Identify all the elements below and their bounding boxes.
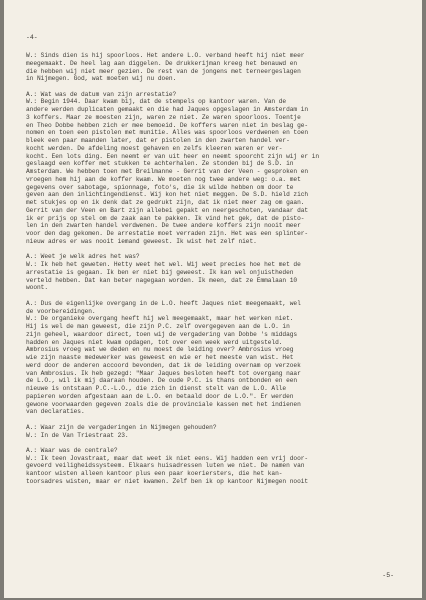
paragraph-block <box>26 300 406 416</box>
text-line: kocht. Een lots ding. Een neemt er van uit heer en neemt spoorcht zijn wij er in <box>26 152 320 160</box>
text-line: van Ambrosius. Ik heb gezegd: "Maar Jaques besloten heeft tot overgang naar <box>26 369 301 377</box>
text-line: nieuwe is ontstaan P.C.-L.O., die zich in dienst stelt van de L.O. Alle <box>26 385 287 393</box>
text-line: nieuw adres er was nooit iemand geweest. Ik wist het zelf niet. <box>26 237 257 245</box>
text-line: geslaagd een koffer met stukken te achterhalen. Ze stonden bij de S.D. in <box>26 160 294 168</box>
text-line: werd door de anderen accoord bevonden, dat ik de leiding overnam op verzoek <box>26 361 301 369</box>
text-line: Hij is wel de man geweest, die zijn P.C. zelf overgegeven aan de L.O. in <box>26 323 290 331</box>
text-line: hadden en Jaques niet kwam opdagen, tot over een week werd uitgesteld. <box>26 338 283 346</box>
text-line: W.: Ik teen Jovastraat, maar dat weet ik niet eens. Wij hadden een vrij door- <box>26 454 309 462</box>
text-line: 3 koffers. Maar ze moesten zijn, waren ze niet. Ze waren spoorloos. Toentje <box>26 113 301 121</box>
typewritten-page <box>4 0 422 598</box>
text-line: W.: Begin 1944. Daar kwam bij, dat de stempels op kantoor waren. Van de <box>26 98 287 106</box>
text-line: van declaraties. <box>26 408 85 416</box>
text-line: W.: Sinds dien is hij spoorloos. Het andere L.O. verband heeft hij niet meer <box>26 52 305 59</box>
text-line: vroegen hem hij aan de koffer kwam. We moeten nog twee andere weg: o.a. met <box>26 175 301 183</box>
text-line: W.: Ik heb het geweten. Hetty weet het wel. Wij weet precies hoe het met de <box>26 261 301 269</box>
paragraph-block <box>26 91 406 246</box>
text-line: gewone voorwaarden gegeven zoals die de provinciale kassen met het indienen <box>26 400 301 408</box>
page-number: -4- <box>26 34 38 41</box>
text-line: de L.O., wil ik mij daaraan houden. De oude P.C. is thans ontbonden en een <box>26 377 298 385</box>
text-line: met stukjes op en ik denk dat ze gedrukt zijn, dat ik niet meer zag om gaan. <box>26 199 305 207</box>
text-line: Amsterdam. We hebben toen met Breilmanne - Gerrit van der Veen - gesproken en <box>26 168 309 176</box>
text-line: kantoor wisten alleen kantoor plus een paar koeriersters, die het kan- <box>26 470 283 478</box>
text-line: W.: In de Van Triestraat 23. <box>26 431 129 439</box>
paragraph-block <box>26 447 406 486</box>
text-line: Ambrosius vroeg wat we deden en nu moest de leiding over? Ambrosius vroeg <box>26 346 294 354</box>
text-line: gevoerd veiligheidssysteem. Elkaars huisadressen luten we niet. De namen van <box>26 462 305 470</box>
text-line: gegevens over sabotage, spionnage, foto's, die ik wilde hebben om door te <box>26 183 294 191</box>
next-page-marker: -5- <box>382 572 394 579</box>
text-line: A.: Waar was de centrale? <box>26 446 118 454</box>
text-line: papieren worden afgestaan aan de L.O. en betaald door de L.O.". Er werden <box>26 392 294 400</box>
text-line: A.: Waar zijn de vergaderingen in Nijmegen gehouden? <box>26 423 217 431</box>
text-line: wie zijn naaste medewerker was geweest en wie er het meeste van wist. Het <box>26 354 294 362</box>
text-line: W.: De organieke overgang heeft hij wel meegemaakt, maar het werken niet. <box>26 315 294 323</box>
text-line: nomen en toen een pistolen met munitie. Alles was spoorloos verdwenen en toen <box>26 129 309 137</box>
paragraph-block <box>26 52 406 83</box>
paragraph-block <box>26 424 406 440</box>
text-line: zijn geheel, waardoor direct, toen wij de vergadering van Dobbe 's middags <box>26 330 298 338</box>
text-line: Gerrit van der Veen en Bart zijn allebei gepakt en neergeschoten, vandaar dat <box>26 206 309 214</box>
text-line: geven aan den inlichtingendienst. Wij kon het niet meggen. De S.D. hield zich <box>26 191 309 199</box>
text-line: len in den zwarten handel verdwenen. De twee andere koffers zijn nooit meer <box>26 222 301 230</box>
text-line: en Theo Dobbe hebben zich er mee bemoeid. De koffers waren niet in beslag ge- <box>26 121 309 129</box>
text-line: bleek een paar maanden later, dat er pistolen in den zwarten handel ver- <box>26 137 290 145</box>
paragraph-block <box>26 253 406 292</box>
text-line: ik er prijs op stel om de zaak aan te pakken. Ik vind het gek, dat de pisto- <box>26 214 305 222</box>
text-line: A.: Dus de eigenlijke overgang in de L.O. heeft Jaques niet meegemaakt, wel <box>26 299 301 307</box>
text-line: kocht werden. De afdeling moest gehaven en zelfs kleeren waren er ver- <box>26 144 283 152</box>
text-line: andere werden duplicaten gemaakt en die had Jaques opgeslagen in Amsterdam in <box>26 106 309 114</box>
text-line: die hebben wij niet meer gezien. De rest van de jongens met terneergeslagen <box>26 67 301 75</box>
text-line: de voorbereidingen. <box>26 307 96 315</box>
text-line: toorsadres wisten, maar er niet kwamen. Zelf ben ik op kantoor Nijmegen nooit <box>26 477 309 485</box>
text-line: A.: Weet je welk adres het was? <box>26 253 140 261</box>
text-line: voor den dag gekomen. De arrestatie moet verraden zijn. Het was een splinter- <box>26 230 309 238</box>
text-line: in Nijmegen. God, wat moeten wij nu doen. <box>26 75 177 83</box>
document-body <box>26 52 406 493</box>
text-line: meegemaakt. De heel lag aan diggelen. De drukkerijman kreeg het benauwd en <box>26 59 298 67</box>
text-line: verteld hebben. Dat kan beter nagegaan worden. Ik meen, dat ze Emmalaan 10 <box>26 276 298 284</box>
text-line: A.: Wat was de datum van zijn arrestatie? <box>26 90 177 98</box>
text-line: arrestatie is gegaan. Ik ben er niet bij geweest. Ik kan wel onjuistheden <box>26 268 294 276</box>
text-line: woont. <box>26 284 48 292</box>
